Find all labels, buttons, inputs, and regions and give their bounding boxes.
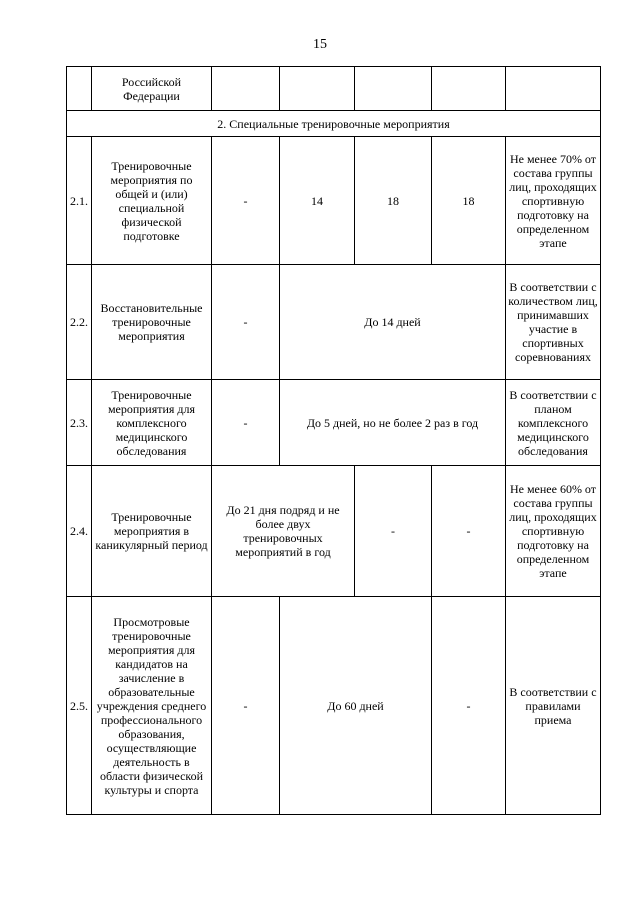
cell-empty: [506, 67, 601, 111]
row-name: Тренировочные мероприятия в каникулярный период: [92, 466, 212, 597]
table-row: [67, 67, 601, 111]
row-note: В соответствии с правилами приема: [506, 597, 601, 815]
row-name: Тренировочные мероприятия для комплексного медицинского обследования: [92, 380, 212, 466]
row-number: 2.3.: [67, 380, 92, 466]
table-row: [67, 265, 601, 380]
table-row: [67, 380, 601, 466]
cell-num: [67, 67, 92, 111]
cell-value: -: [212, 265, 280, 380]
cell-merged: До 5 дней, но не более 2 раз в год: [280, 380, 506, 466]
table-row: [67, 466, 601, 597]
cell-value: -: [432, 597, 506, 815]
row-number: 2.4.: [67, 466, 92, 597]
cell-value: 18: [355, 137, 432, 265]
cell-value: -: [355, 466, 432, 597]
cell-value: -: [212, 137, 280, 265]
section-header-row: [67, 111, 601, 137]
cell-empty: [280, 67, 355, 111]
cell-value: -: [432, 466, 506, 597]
row-name: Просмотровые тренировочные мероприятия для кандидатов на зачисление в образовательные учреждения среднего профессионального образования, осуществляющие деятельность в области физической культуры и спорта: [92, 597, 212, 815]
cell-merged: До 14 дней: [280, 265, 506, 380]
cell-value: 14: [280, 137, 355, 265]
cell-empty: [212, 67, 280, 111]
page-number: 15: [313, 37, 327, 52]
row-note: Не менее 70% от состава группы лиц, проходящих спортивную подготовку на определенном этапе: [506, 137, 601, 265]
row-number: 2.1.: [67, 137, 92, 265]
row-note: В соответствии с планом комплексного медицинского обследования: [506, 380, 601, 466]
table-row: [67, 597, 601, 815]
table-row: [67, 137, 601, 265]
row-note: В соответствии с количеством лиц, принимавших участие в спортивных соревнованиях: [506, 265, 601, 380]
row-number: 2.5.: [67, 597, 92, 815]
cell-value: -: [212, 597, 280, 815]
section-title: 2. Специальные тренировочные мероприятия: [67, 111, 601, 137]
cell-merged: До 21 дня подряд и не более двух тренировочных мероприятий в год: [212, 466, 355, 597]
training-events-table: [66, 66, 601, 815]
cell-name: Российской Федерации: [92, 67, 212, 111]
row-number: 2.2.: [67, 265, 92, 380]
cell-empty: [432, 67, 506, 111]
row-name: Тренировочные мероприятия по общей и (или) специальной физической подготовке: [92, 137, 212, 265]
cell-empty: [355, 67, 432, 111]
row-name: Восстановительные тренировочные мероприятия: [92, 265, 212, 380]
cell-value: -: [212, 380, 280, 466]
cell-merged: До 60 дней: [280, 597, 432, 815]
row-note: Не менее 60% от состава группы лиц, проходящих спортивную подготовку на определенном этапе: [506, 466, 601, 597]
cell-value: 18: [432, 137, 506, 265]
